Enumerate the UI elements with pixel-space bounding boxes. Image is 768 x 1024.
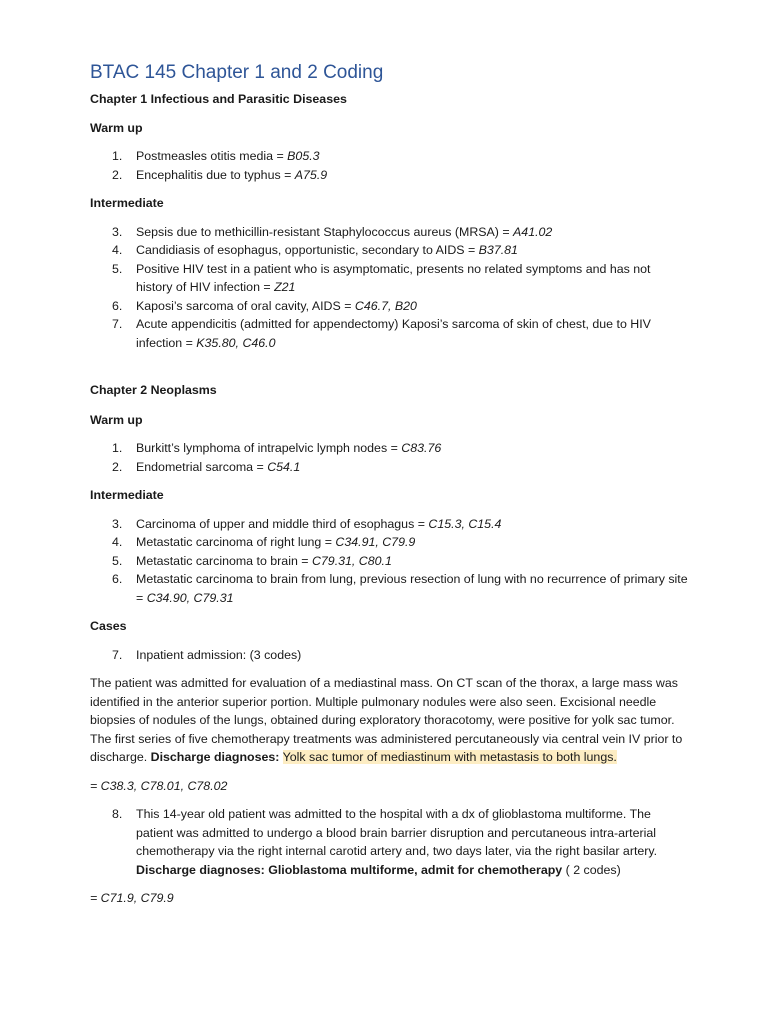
list-item [90,223,690,242]
case-7-list [90,646,690,665]
case-7-answer: = C38.3, C78.01, C78.02 [90,778,228,793]
list-number: 1. [112,149,123,163]
case-8-answer: = C71.9, C79.9 [90,891,174,905]
list-item-text: Acute appendicitis (admitted for appendectomy) Kaposi’s sarcoma of skin of chest, due to HIV infection = [136,317,651,350]
case-8-dx-label: Discharge diagnoses: Glioblastoma multiforme, admit for chemotherapy [136,862,563,877]
list-number: 4. [112,535,123,549]
list-item-text: Endometrial sarcoma = [136,459,268,474]
list-item [90,166,690,185]
list-item-text: Carcinoma of upper and middle third of esophagus = [136,516,429,531]
ch1-intermediate-heading: Intermediate [90,196,164,210]
icd-code: C54.1 [267,459,301,474]
list-item-text: Encephalitis due to typhus = [136,167,295,182]
list-item [90,458,690,477]
list-item [90,552,690,571]
case-8-text: This 14-year old patient was admitted to the hospital with a dx of glioblastoma multiforme. The patient was admitted to undergo a blood brain barrier disruption and percutaneous intra-arterial chemotherapy via the right internal carotid artery and, two days later, via the right basilar artery. [136,807,658,858]
icd-code: A41.02 [513,224,553,239]
ch2-warmup-heading: Warm up [90,412,143,427]
case-7-dx-label: Discharge diagnoses: [150,750,280,764]
cases-heading: Cases [90,619,127,633]
icd-code: C34.91, C79.9 [335,535,416,549]
icd-code: B05.3 [287,149,320,163]
list-item [90,260,690,297]
chapter-2-heading: Chapter 2 Neoplasms [90,383,217,397]
list-item [90,646,690,665]
document-page [90,60,690,908]
list-item [90,515,690,534]
ch2-intermediate-list [90,515,690,608]
icd-code: C79.31, C80.1 [311,553,392,568]
list-item-text: Postmeasles otitis media = [136,149,288,163]
case-7-text: Inpatient admission: (3 codes) [136,647,302,662]
list-item [90,533,690,552]
list-number: 3. [112,224,123,239]
chapter-1-heading: Chapter 1 Infectious and Parasitic Diseases [90,92,347,106]
list-number: 5. [112,553,123,568]
list-item [90,805,690,879]
list-number: 7. [112,647,123,662]
icd-code: A75.9 [294,167,328,182]
list-number: 6. [112,298,123,313]
list-item-text: Metastatic carcinoma to brain from lung, previous resection of lung with no recurrence of primary site = [136,572,688,605]
list-number: 6. [112,572,123,586]
icd-code: B37.81 [478,243,518,257]
ch1-warmup-list [90,147,690,184]
list-item-text: Kaposi’s sarcoma of oral cavity, AIDS = [136,298,355,313]
list-item [90,439,690,458]
list-number: 8. [112,807,123,821]
list-item [90,297,690,316]
list-item [90,315,690,352]
case-7-narrative: The patient was admitted for evaluation of a mediastinal mass. On CT scan of the thorax, a large mass was identified in the anterior superior portion. Multiple pulmonary nodules were also seen. Excisional needle biopsies of nodules of the lungs, obtained during exploratory thoracotomy, were positive for yolk sac tumor. The first series of five chemotherapy treatments was administered percutaneously via central vein IV prior to discharge. [90,676,683,764]
list-item-text: Burkitt’s lymphoma of intrapelvic lymph nodes = [136,441,402,455]
list-number: 1. [112,441,123,455]
list-item-text: Metastatic carcinoma to brain = [136,553,312,568]
icd-code: K35.80, C46.0 [196,335,276,350]
list-item [90,147,690,166]
icd-code: C83.76 [401,441,442,455]
document-title: BTAC 145 Chapter 1 and 2 Coding [90,62,384,83]
list-item [90,570,690,607]
list-number: 4. [112,243,123,257]
list-item-text: Positive HIV test in a patient who is asymptomatic, presents no related symptoms and has not history of HIV infection = [136,261,651,294]
case-7-dx-highlight: Yolk sac tumor of mediastinum with metastasis to both lungs. [282,750,617,764]
list-item-text: Candidiasis of esophagus, opportunistic, secondary to AIDS = [136,243,479,257]
ch2-intermediate-heading: Intermediate [90,488,164,502]
ch1-intermediate-list [90,223,690,353]
list-number: 2. [112,167,123,182]
ch1-warmup-heading: Warm up [90,120,143,135]
icd-code: C34.90, C79.31 [146,590,234,605]
case-7-paragraph [90,674,690,767]
list-item-text: Sepsis due to methicillin-resistant Staphylococcus aureus (MRSA) = [136,224,514,239]
list-item-text: Metastatic carcinoma of right lung = [136,535,336,549]
icd-code: Z21 [274,280,296,294]
list-number: 5. [112,261,123,276]
list-number: 7. [112,317,123,331]
list-number: 3. [112,516,123,531]
icd-code: C46.7, B20 [354,298,417,313]
list-item [90,241,690,260]
icd-code: C15.3, C15.4 [428,516,502,531]
case-8-list [90,805,690,879]
list-number: 2. [112,459,123,474]
ch2-warmup-list [90,439,690,476]
case-8-dx-tail: ( 2 codes) [562,862,621,877]
